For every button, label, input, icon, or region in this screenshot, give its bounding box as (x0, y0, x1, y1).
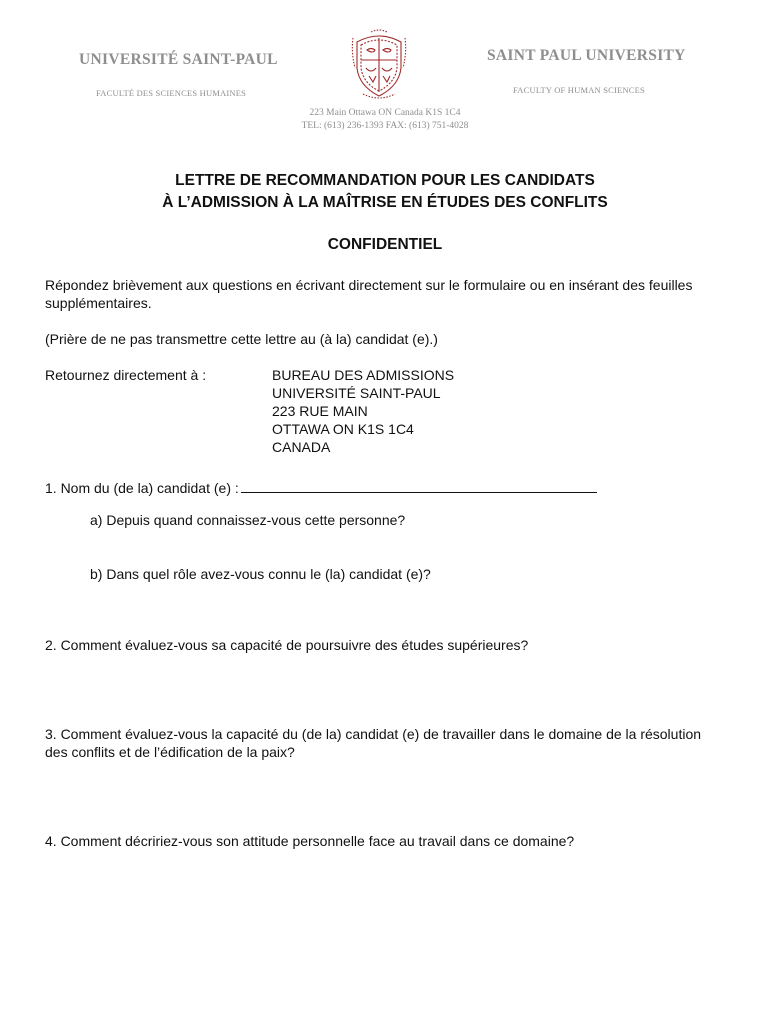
question-1b: b) Dans quel rôle avez-vous connu le (la) candidat (e)? (90, 566, 431, 582)
letterhead-phone-fax: TEL: (613) 236-1393 FAX: (613) 751-4028 (301, 121, 469, 131)
return-address-line: 223 RUE MAIN (272, 403, 368, 419)
return-address-line: OTTAWA ON K1S 1C4 (272, 421, 414, 437)
letterhead-address: 223 Main Ottawa ON Canada K1S 1C4 (309, 108, 461, 118)
faculty-name-en: FACULTY OF HUMAN SCIENCES (513, 85, 645, 95)
return-address-line: BUREAU DES ADMISSIONS (272, 367, 455, 383)
question-1 (45, 478, 597, 497)
faculty-name-fr: FACULTÉ DES SCIENCES HUMAINES (96, 88, 247, 98)
candidate-name-field[interactable] (241, 478, 597, 493)
question-3: 3. Comment évaluez-vous la capacité du (de la) candidat (e) de travailler dans le domaine de la résolution des conflits et de l’édification de la paix? (45, 726, 702, 760)
return-label: Retournez directement à : (45, 367, 207, 383)
document-title-line2: À L’ADMISSION À LA MAÎTRISE EN ÉTUDES DES CONFLITS (162, 194, 608, 211)
question-2: 2. Comment évaluez-vous sa capacité de poursuivre des études supérieures? (45, 637, 529, 653)
return-address-line: UNIVERSITÉ SAINT-PAUL (272, 385, 441, 401)
university-name-fr: UNIVERSITÉ SAINT-PAUL (79, 51, 278, 68)
return-address (272, 366, 454, 456)
return-address-line: CANADA (272, 439, 331, 455)
confidentiality-note: (Prière de ne pas transmettre cette lettre au (à la) candidat (e).) (45, 331, 438, 347)
question-4: 4. Comment décririez-vous son attitude personnelle face au travail dans ce domaine? (45, 833, 575, 849)
question-1-label: 1. Nom du (de la) candidat (e) : (45, 480, 239, 496)
university-name-en: SAINT PAUL UNIVERSITY (487, 47, 686, 64)
confidential-heading: CONFIDENTIEL (327, 236, 443, 253)
instructions-paragraph: Répondez brièvement aux questions en écrivant directement sur le formulaire ou en insérant des feuilles supplémentaires. (45, 277, 693, 311)
university-crest-icon (349, 28, 409, 100)
question-1a: a) Depuis quand connaissez-vous cette personne? (90, 512, 406, 528)
document-title-line1: LETTRE DE RECOMMANDATION POUR LES CANDIDATS (175, 172, 595, 189)
